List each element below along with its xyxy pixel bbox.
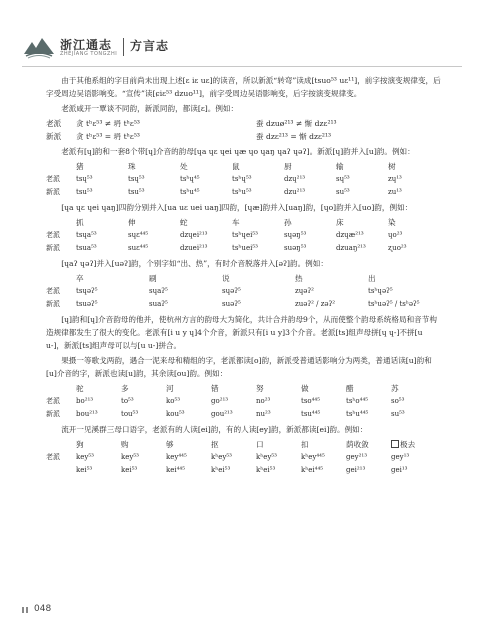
table-cell: zu¹³ — [388, 188, 402, 196]
table-cell: tsʰuei⁵³ — [232, 244, 258, 252]
table-cell: dzu²¹³ — [284, 188, 306, 196]
table-cell: kʰey⁵³ — [211, 453, 232, 461]
table-cell: kou⁵³ — [166, 410, 185, 418]
table-cell: tsɥa⁵³ — [76, 231, 97, 239]
table-header-cell: 珠 — [128, 162, 136, 171]
table-cell: sɥəŋ⁵³ — [284, 231, 307, 239]
table-cell: kʰei⁵³ — [256, 466, 276, 474]
table-row — [46, 130, 442, 143]
table-cell: sɥəʔ⁵ — [222, 287, 241, 295]
table-cell: suɛ⁴⁴⁵ — [128, 244, 149, 252]
paragraph: [ɥa ɥɛ ɥei ɥaŋ]四韵分别并入[ua uɛ uei uaŋ]四韵，[ɥæ]韵并入[uaŋ]韵，[ɥo]韵并入[uo]韵，例如： — [61, 203, 413, 212]
table-cell: 蚕 dzɛ²¹³ = 惭 dzɛ²¹³ — [256, 132, 332, 141]
table-cell: ɥo²³ — [388, 231, 403, 239]
table-header-cell: 购 — [121, 440, 129, 449]
table-cell: tsʰuəʔ⁵ / tsʰəʔ⁵ — [368, 300, 420, 308]
table-header-cell: 树 — [388, 162, 396, 171]
table-header-row — [46, 160, 442, 173]
paragraph: [ɥ]韵和[ɥ]介音韵母的他并，使杭州方言的韵母大为简化，共计合并韵母9个，从而使整个韵母系统格局和音节构造规律都发生了很大的变化。老派有[i u y ɥ]4个介音，新派只有[i u y]3个介音。老派[ts]组声母拼[ɥ ɥ-]不拼[u u-]，新派[ts]组声母可以与[u u-]拼合。 — [46, 315, 437, 350]
table-cell: tsɥ⁵³ — [128, 175, 145, 183]
table-cell: tsʰɥ⁵³ — [232, 175, 252, 183]
brand-subtitle: ZHEJIANG TONGZHI — [60, 51, 118, 57]
table-cell: tsua⁵³ — [76, 244, 97, 252]
table-header-cell: 染 — [388, 218, 396, 227]
table-cell: bo²¹³ — [76, 397, 94, 405]
table-cell: ko⁵³ — [166, 397, 181, 405]
table-row — [46, 298, 442, 311]
table-cell: kʰei⁴⁴⁵ — [301, 466, 324, 474]
table-cell: 蚕 dzuø²¹³ ≠ 惭 dzɛ²¹³ — [256, 119, 337, 128]
table-cell: gei¹³ — [391, 466, 408, 474]
paragraph: 流开一见溪群三母口语字，老派有的人读[ei]韵，有的人读[ey]韵，新派都读[ei]韵。例如： — [61, 425, 368, 434]
table-cell: dzuaŋ²¹³ — [336, 244, 366, 252]
table-row — [46, 408, 442, 421]
paragraph: 老派咸开一覃谈不同韵，新派同韵，都读[ɛ]。例如： — [61, 104, 239, 113]
table-cell: key⁴⁴⁵ — [166, 453, 187, 461]
table-row — [46, 395, 442, 408]
table-header-cell: 口 — [256, 440, 264, 449]
table-cell: to⁵³ — [121, 397, 134, 405]
table-header-cell: 错 — [211, 384, 219, 393]
table-cell: so⁵³ — [391, 397, 405, 405]
table-cell: dzɥei²¹³ — [180, 231, 208, 239]
row-label: 老派 — [46, 231, 60, 239]
paragraph: [ɥaʔ ɥəʔ]并入[uəʔ]韵，个别字如“出、热”，有时介音脱落并入[əʔ]韵。例如： — [61, 259, 328, 268]
row-label: 老派 — [46, 453, 60, 461]
table-header-row — [46, 272, 442, 285]
row-label: 新派 — [46, 132, 62, 141]
table-cell: kʰey⁵³ — [256, 453, 277, 461]
table-cell: tsʰu⁵³ — [232, 188, 252, 196]
table-cell: 贪 tʰɛ⁵³ ≠ 坍 tʰɛ⁵³ — [76, 119, 140, 128]
row-label: 老派 — [46, 397, 60, 405]
row-label: 新派 — [46, 244, 60, 252]
table-cell: go²¹³ — [211, 397, 229, 405]
table-header-cell: 抓 — [76, 218, 84, 227]
table-cell: kei⁵³ — [121, 466, 138, 474]
table-header-cell: 扣 — [301, 440, 309, 449]
brand-title: 浙江通志 — [60, 38, 113, 52]
table-cell: suəŋ⁵³ — [284, 244, 307, 252]
table-cell: zɥəʔ² — [295, 287, 314, 295]
row-label: 新派 — [46, 300, 60, 308]
table-header-cell: 猪 — [76, 162, 84, 171]
table-header-cell: 车 — [232, 218, 240, 227]
table-header-cell: 荫收敛 — [346, 440, 369, 449]
table-cell: tso⁴⁴⁵ — [301, 397, 321, 405]
table-cell: sɥɛ⁴⁴⁵ — [128, 231, 149, 239]
table-cell: kʰei⁵³ — [211, 466, 231, 474]
table-cell: kei⁵³ — [76, 466, 93, 474]
table-cell: gey¹³ — [391, 453, 410, 461]
table-cell: 贪 tʰɛ⁵³ = 坍 tʰɛ⁵³ — [76, 132, 140, 141]
table-cell: nu²³ — [256, 410, 271, 418]
row-label: 老派 — [46, 175, 60, 183]
table-header-cell: 处 — [180, 162, 188, 171]
paragraph: 由于其他系组的字目前尚未出现上述[ɛ iɛ uɛ]的读音，所以新派“转弯”读成[tsuo⁵³ uɛ¹¹]，前字按演变规律变，后字受周边吴语影响变。“宣传”读[ɕiɛ⁵³ dzuo¹¹]，前字受周边吴语影响变，后字按演变规律变。 — [46, 76, 441, 98]
table-cell: sɥaʔ⁵ — [149, 287, 168, 295]
row-label: 老派 — [46, 287, 60, 295]
table-row — [46, 464, 442, 477]
table-header-cell: 出 — [368, 274, 376, 283]
table-header-cell: 鼠 — [232, 162, 240, 171]
table-cell: sɥ⁵³ — [336, 175, 350, 183]
row-label: 新派 — [46, 188, 60, 196]
row-label: 老派 — [46, 119, 62, 128]
table-cell: tsʰu⁴⁵ — [180, 188, 200, 196]
table-header-cell: 极去 — [391, 438, 436, 451]
table-header-cell: 刷 — [149, 274, 157, 283]
table-cell: no²³ — [256, 397, 271, 405]
table-row — [46, 186, 442, 199]
table-header-cell: 说 — [222, 274, 230, 283]
table-header-cell: 孙 — [284, 218, 292, 227]
table-header-cell: 热 — [295, 274, 303, 283]
table-header-cell: 醋 — [346, 384, 354, 393]
table-cell: tsɥ⁵³ — [76, 175, 93, 183]
table-header-cell: 蛇 — [180, 218, 188, 227]
table-header-cell: 苏 — [391, 384, 399, 393]
logo-icon — [22, 34, 56, 60]
table-cell: su⁵³ — [336, 188, 350, 196]
table-cell: bou²¹³ — [76, 410, 98, 418]
table-cell: tsu⁵³ — [128, 188, 145, 196]
checkbox-icon — [391, 440, 399, 448]
table-header-cell: 输 — [336, 162, 344, 171]
table-header-cell: 卒 — [76, 274, 84, 283]
table-cell: tsʰu⁴⁴⁵ — [346, 410, 369, 418]
table-cell: gou²¹³ — [211, 410, 233, 418]
table-cell: tsʰɥ⁴⁵ — [180, 175, 200, 183]
paragraph: 果摄一等歌戈两韵，遇合一泥来母和精组的字，老派都读[o]韵，新派受普通话影响分为两类，普通话读[u]韵和[u]介音的字，新派也读[u]韵，其余读[ou]韵。例如： — [46, 356, 432, 378]
main-text — [46, 74, 442, 477]
table-header-cell: 伸 — [128, 218, 136, 227]
table-cell: suəʔ⁵ — [222, 300, 241, 308]
header-divider — [123, 38, 124, 56]
table-cell: tsuəʔ⁵ — [76, 300, 98, 308]
table-header-cell: 努 — [256, 384, 264, 393]
header-rule — [22, 66, 462, 67]
table-cell: gey²¹³ — [346, 453, 367, 461]
table-cell: tou⁵³ — [121, 410, 139, 418]
table-cell: dzɥ²¹³ — [284, 175, 306, 183]
table-cell: kei⁴⁴⁵ — [166, 466, 186, 474]
table-header-row — [46, 216, 442, 229]
table-header-cell: 床 — [336, 218, 344, 227]
page-header — [22, 34, 462, 68]
row-label: 新派 — [46, 410, 60, 418]
table-cell: key⁵³ — [76, 453, 94, 461]
table-cell: dzuei²¹³ — [180, 244, 208, 252]
table-cell: key⁵³ — [121, 453, 139, 461]
table-cell: kʰey⁴⁴⁵ — [301, 453, 325, 461]
table-cell: gei²¹³ — [346, 466, 366, 474]
table-header-row — [46, 438, 442, 451]
page-number: 048 — [34, 604, 52, 614]
table-cell: ʐuo²³ — [388, 244, 407, 252]
table-header-cell: 厨 — [284, 162, 292, 171]
table-header-cell: 抠 — [211, 440, 219, 449]
table-cell: su⁵³ — [391, 410, 405, 418]
table-cell: tsʰɥei⁵³ — [232, 231, 258, 239]
paragraph: 老派有[ɥ]韵和一套8个带[ɥ]介音的韵母[ɥa ɥɛ ɥei ɥæ ɥo ɥaŋ ɥaʔ ɥəʔ]。新派[ɥ]韵并入[u]韵。例如： — [61, 147, 415, 156]
table-cell: tsʰo⁴⁴⁵ — [346, 397, 369, 405]
table-cell: tsu⁵³ — [76, 188, 93, 196]
table-header-cell: 够 — [166, 440, 174, 449]
table-row — [46, 117, 442, 130]
table-header-cell: 做 — [301, 384, 309, 393]
table-row — [46, 229, 442, 242]
table-cell: zɥ¹³ — [388, 175, 402, 183]
table-header-cell: 狗 — [76, 440, 84, 449]
section-title: 方言志 — [130, 39, 170, 53]
table-header-row — [46, 382, 442, 395]
table-row — [46, 451, 442, 464]
page-number-marker-icon — [22, 606, 32, 614]
table-row — [46, 285, 442, 298]
table-row — [46, 173, 442, 186]
table-header-cell: 多 — [121, 384, 129, 393]
table-cell: tsɥəʔ⁵ — [76, 287, 98, 295]
table-row — [46, 242, 442, 255]
table-cell: suaʔ⁵ — [149, 300, 168, 308]
table-header-cell: 驼 — [76, 384, 84, 393]
table-cell: zuəʔ² / zəʔ² — [295, 300, 336, 308]
table-cell: dzɥæ²¹³ — [336, 231, 364, 239]
table-cell: tsu⁴⁴⁵ — [301, 410, 321, 418]
table-cell: tsʰɥəʔ⁵ — [368, 287, 393, 295]
table-header-cell: 河 — [166, 384, 174, 393]
